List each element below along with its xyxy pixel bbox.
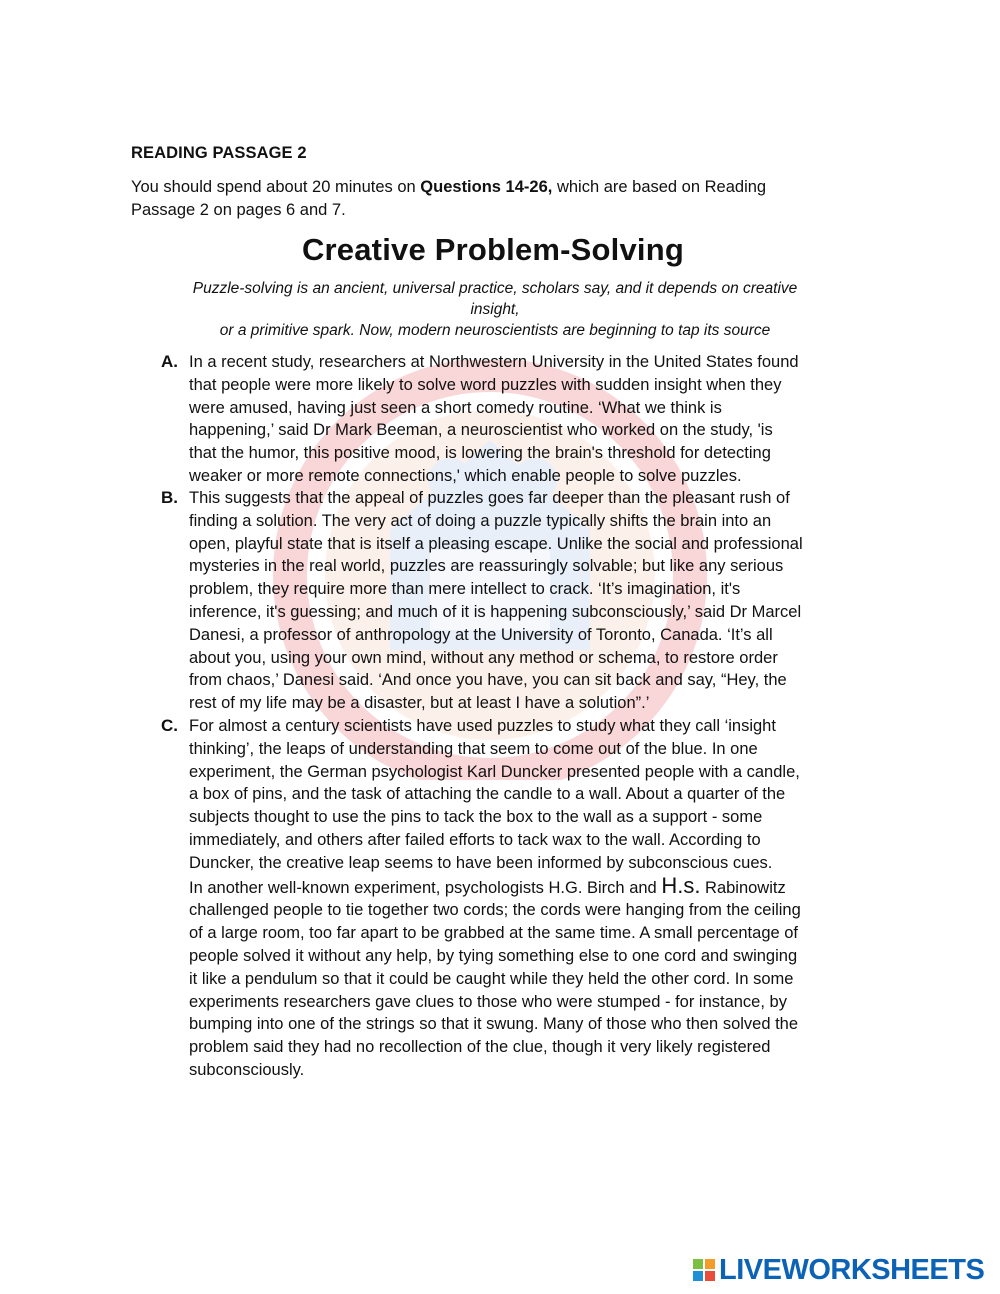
text-line: problem said they had no recollection of the clue, though it very likely registered	[189, 1038, 771, 1057]
text-line: challenged people to tie together two cords; the cords were hanging from the ceiling	[189, 901, 801, 920]
text-line: people solved it without any help, by tying something else to one cord and swinging	[189, 946, 798, 965]
text-line: of a large room, too far apart to be grabbed at the same time. A small percentage of	[189, 924, 799, 943]
liveworksheets-mark-icon	[692, 1258, 716, 1282]
text-segment: Rabinowitz	[700, 878, 786, 897]
text-line: weaker or more remote connections,' which enable people to solve puzzles.	[189, 466, 742, 485]
question-range: Questions 14-26,	[420, 178, 553, 196]
text-line: open, playful state that is itself a pleasing escape. Unlike the social and professional	[189, 534, 803, 553]
subtitle-line: Puzzle-solving is an ancient, universal practice, scholars say, and it depends on creative	[192, 280, 798, 297]
paragraph-b	[161, 487, 861, 715]
text-line: experiment, the German psychologist Karl Duncker presented people with a candle,	[189, 762, 800, 781]
text-segment-large: H.s.	[661, 872, 701, 898]
paragraph-body	[189, 487, 861, 715]
text-line: it like a pendulum so that it could be caught while they held the other cord. In some	[189, 969, 794, 988]
text-line: about you, using your own mind, without any method or schema, to restore order	[189, 648, 778, 667]
text-line: experiments researchers gave clues to those who were stumped - for instance, by	[189, 992, 787, 1011]
text-line: happening,’ said Dr Mark Beeman, a neuroscientist who worked on the study, 'is	[189, 421, 773, 440]
text-line: Duncker, the creative leap seems to have been informed by subconscious cues.	[189, 853, 773, 872]
text-line: were amused, having just seen a short comedy routine. ‘What we think is	[189, 398, 722, 417]
text-line: This suggests that the appeal of puzzles goes far deeper than the pleasant rush of	[189, 489, 790, 507]
article-subtitle	[155, 278, 835, 341]
paragraph-letter: C.	[161, 716, 178, 735]
text-line: that the humor, this positive mood, is lowering the brain's threshold for detecting	[189, 444, 771, 463]
instructions-text: You should spend about 20 minutes on	[131, 178, 421, 196]
text-line: mysteries in the real world, puzzles are reassuringly solvable; but like any serious	[189, 557, 784, 576]
text-line: In a recent study, researchers at Northwestern University in the United States found	[189, 353, 799, 371]
text-line: bumping into one of the strings so that it swung. Many of those who then solved the	[189, 1015, 799, 1034]
paragraph-letter: B.	[161, 488, 178, 507]
instructions-text-line2: Passage 2 on pages 6 and 7.	[131, 201, 346, 219]
text-line: immediately, and others after failed efforts to tack wax to the wall. According to	[189, 830, 761, 849]
text-line: from chaos,’ Danesi said. ‘And once you have, you can sit back and say, “Hey, the	[189, 671, 787, 690]
text-line: problem, they require more than mere intellect to crack. ‘It’s imagination, it's	[189, 580, 741, 599]
text-segment: In another well-known experiment, psychologists H.G. Birch and	[189, 878, 662, 897]
text-line: finding a solution. The very act of doing a puzzle typically shifts the brain into an	[189, 511, 772, 530]
paragraph-body	[189, 351, 861, 488]
paragraph-a	[161, 351, 861, 488]
text-line: a box of pins, and the task of attaching the candle to a wall. About a quarter of the	[189, 785, 786, 804]
instructions	[131, 176, 851, 222]
text-line: For almost a century scientists have used puzzles to study what they call ‘insight	[189, 717, 776, 735]
article-title: Creative Problem-Solving	[301, 232, 685, 267]
text-line: that people were more likely to solve word puzzles with sudden insight when they	[189, 375, 782, 394]
subtitle-line: insight,	[470, 301, 520, 318]
text-line: thinking’, the leaps of understanding that seem to come out of the blue. In one	[189, 739, 758, 758]
paragraph-letter: A.	[161, 352, 178, 371]
paragraph-body	[189, 715, 861, 1082]
section-title: READING PASSAGE 2	[131, 144, 307, 162]
text-line-mixed	[189, 872, 861, 900]
paragraph-c	[161, 715, 861, 1082]
liveworksheets-logo	[692, 1254, 984, 1286]
text-line: subconsciously.	[189, 1060, 305, 1079]
text-line: rest of my life may be a disaster, but at least I have a solution”.’	[189, 694, 650, 713]
subtitle-line: or a primitive spark. Now, modern neuroscientists are beginning to tap its source	[219, 322, 771, 339]
text-line: Danesi, a professor of anthropology at the University of Toronto, Canada. ‘It’s all	[189, 625, 773, 644]
brand-name: LIVEWORKSHEETS	[719, 1253, 985, 1286]
instructions-text-cont: which are based on Reading	[552, 178, 767, 196]
text-line: inference, it's guessing; and much of it is happening subconsciously,’ said Dr Marcel	[189, 602, 802, 621]
text-line: subjects thought to use the pins to tack the box to the wall as a support - some	[189, 808, 763, 827]
